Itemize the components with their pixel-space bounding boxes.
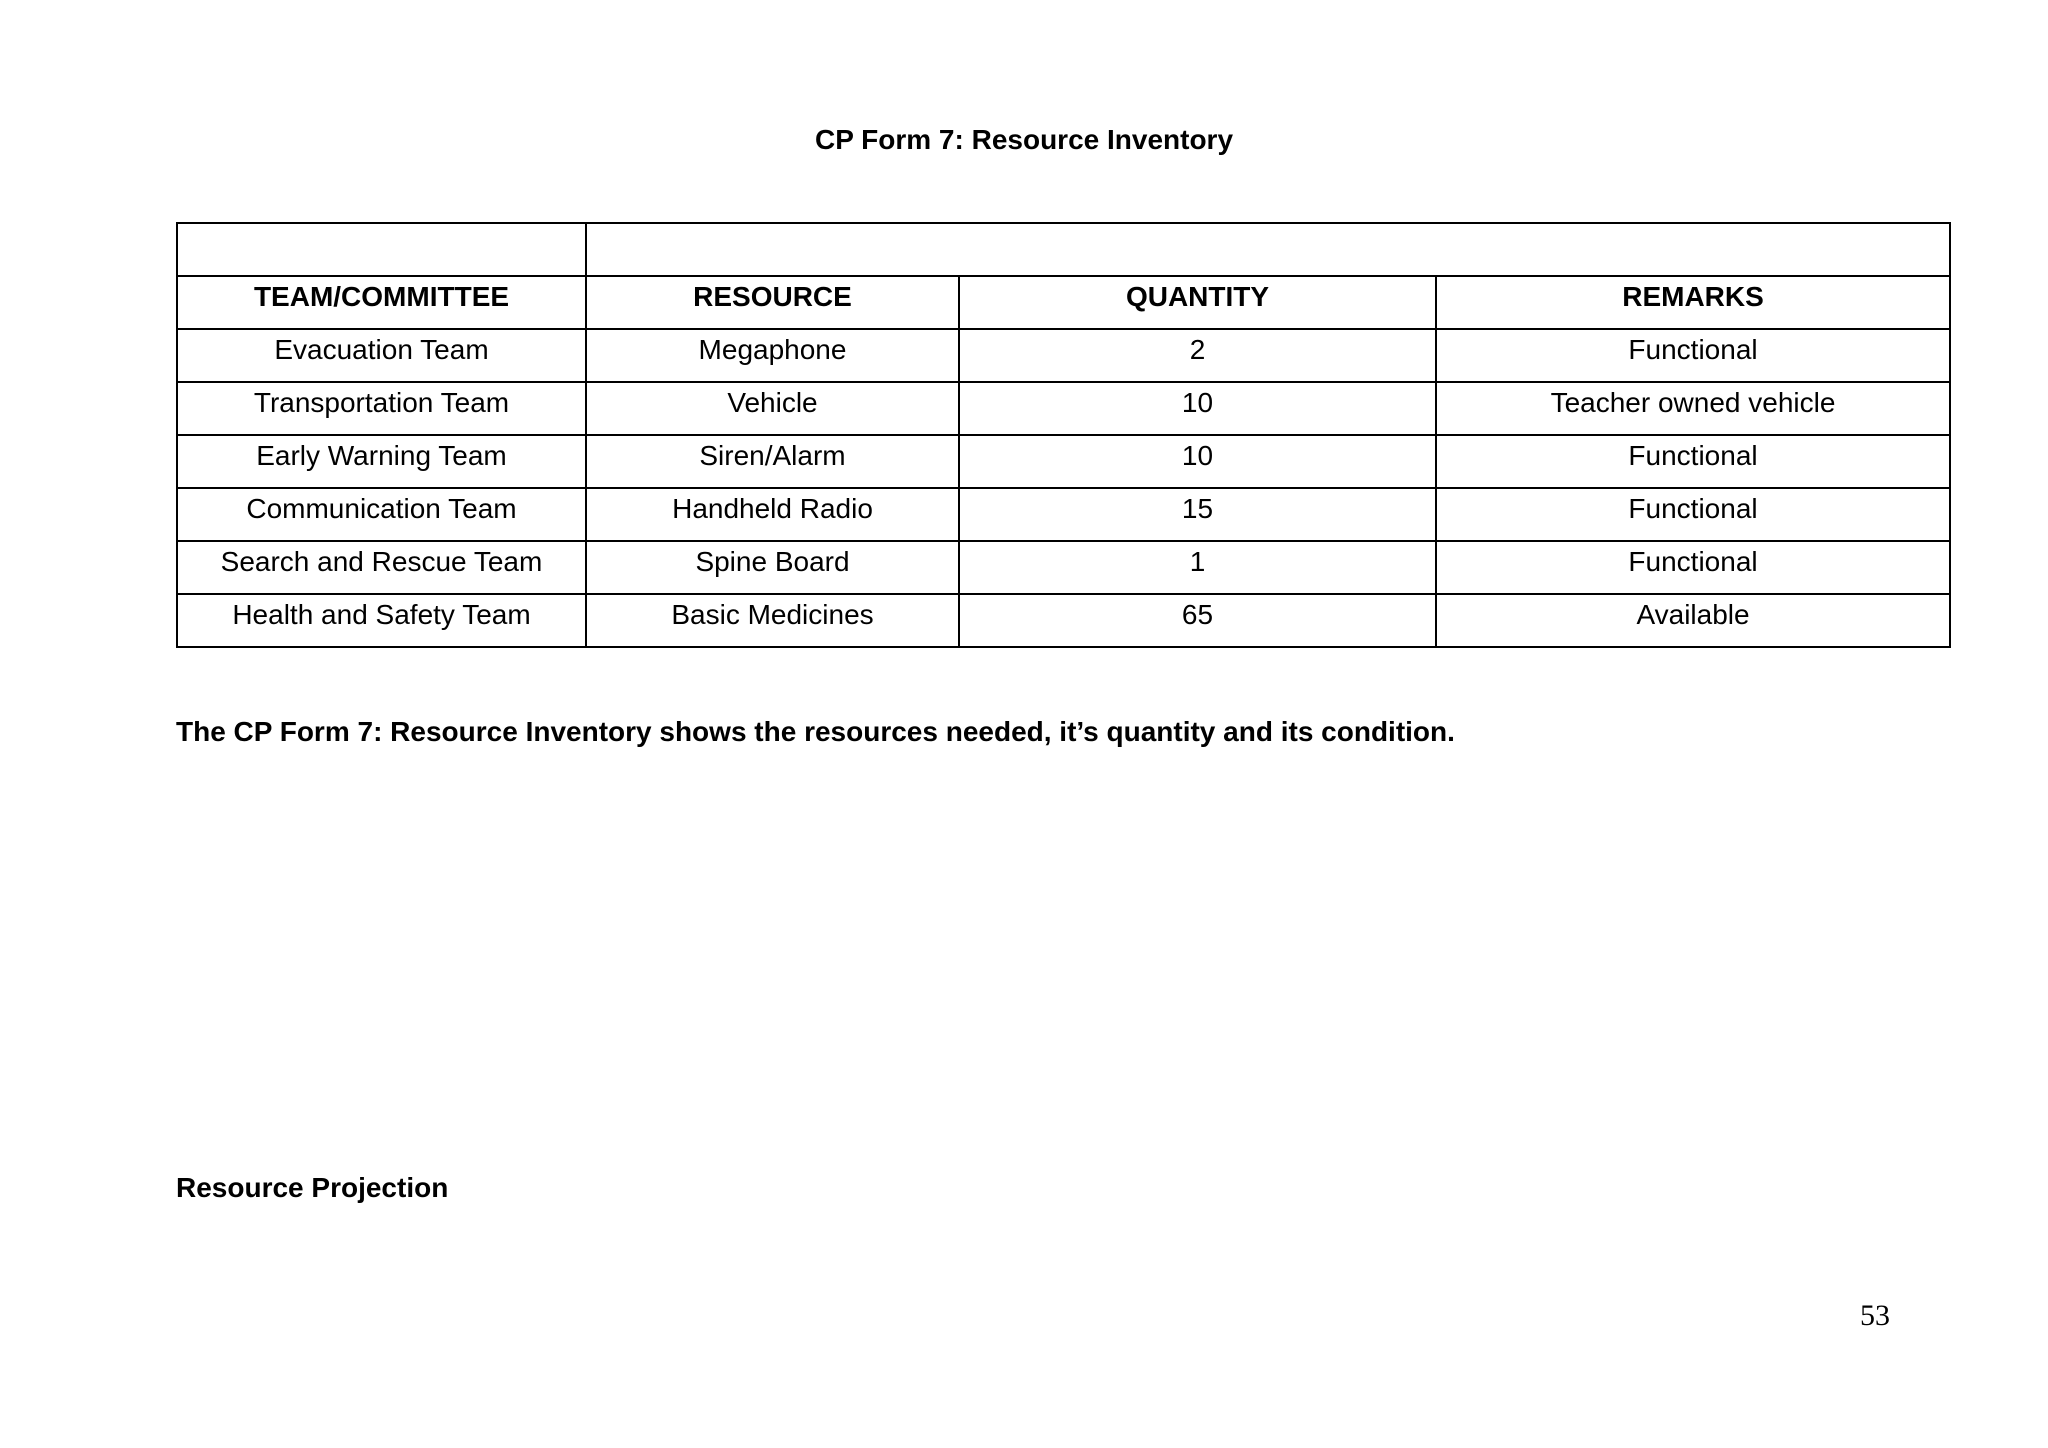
resource-inventory-table: [176, 222, 1951, 648]
cell-resource: Siren/Alarm: [586, 435, 959, 488]
table-row: [177, 329, 1950, 382]
cell-remarks: Teacher owned vehicle: [1436, 382, 1950, 435]
cell-team: Transportation Team: [177, 382, 586, 435]
header-quantity: QUANTITY: [959, 276, 1436, 329]
table-blank-row: [177, 223, 1950, 276]
cell-resource: Spine Board: [586, 541, 959, 594]
cell-resource: Vehicle: [586, 382, 959, 435]
cell-resource: Megaphone: [586, 329, 959, 382]
cell-remarks: Available: [1436, 594, 1950, 647]
page-title: CP Form 7: Resource Inventory: [814, 124, 1234, 155]
cell-quantity: 1: [959, 541, 1436, 594]
cell-resource: Handheld Radio: [586, 488, 959, 541]
cell-quantity: 2: [959, 329, 1436, 382]
header-team-committee: TEAM/COMMITTEE: [177, 276, 586, 329]
page-number: 53: [1860, 1299, 1890, 1332]
cell-team: Health and Safety Team: [177, 594, 586, 647]
cell-remarks: Functional: [1436, 435, 1950, 488]
cell-remarks: Functional: [1436, 488, 1950, 541]
cell-quantity: 15: [959, 488, 1436, 541]
cell-team: Communication Team: [177, 488, 586, 541]
cell-remarks: Functional: [1436, 329, 1950, 382]
cell-quantity: 65: [959, 594, 1436, 647]
cell-resource: Basic Medicines: [586, 594, 959, 647]
summary-paragraph: The CP Form 7: Resource Inventory shows the resources needed, it’s quantity and its condition.: [176, 716, 1455, 747]
table-row: [177, 435, 1950, 488]
table-row: [177, 382, 1950, 435]
table-row: [177, 488, 1950, 541]
header-resource: RESOURCE: [586, 276, 959, 329]
cell-remarks: Functional: [1436, 541, 1950, 594]
table-row: [177, 594, 1950, 647]
header-remarks: REMARKS: [1436, 276, 1950, 329]
table-header-row: [177, 276, 1950, 329]
table-blank-cell: [586, 223, 1950, 276]
cell-quantity: 10: [959, 382, 1436, 435]
cell-quantity: 10: [959, 435, 1436, 488]
table-blank-cell: [177, 223, 586, 276]
cell-team: Early Warning Team: [177, 435, 586, 488]
cell-team: Search and Rescue Team: [177, 541, 586, 594]
cell-team: Evacuation Team: [177, 329, 586, 382]
section-heading: Resource Projection: [176, 1172, 449, 1203]
table-row: [177, 541, 1950, 594]
